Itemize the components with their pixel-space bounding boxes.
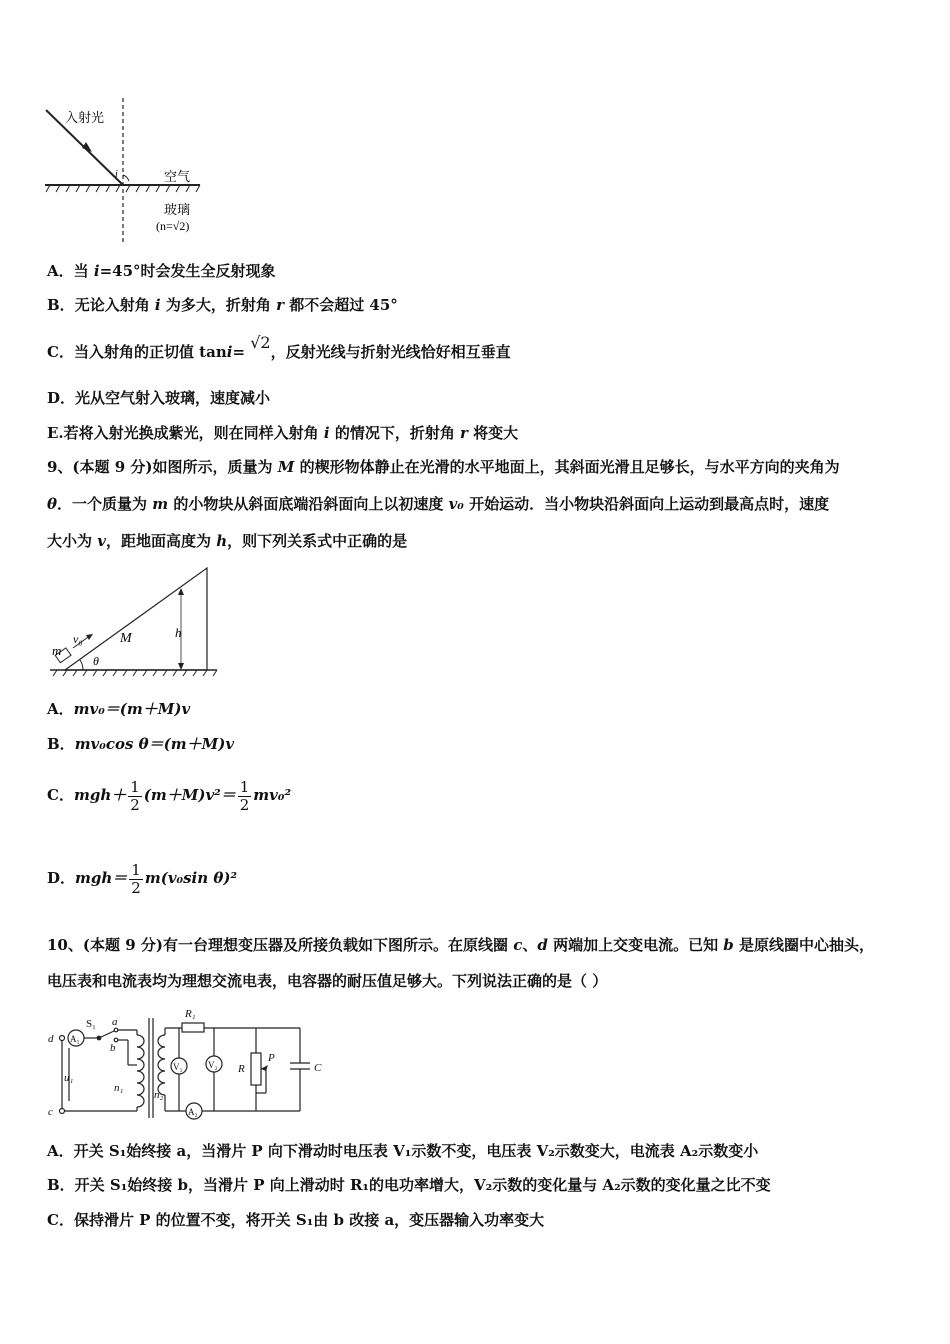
svg-text:S₁: S₁	[86, 1018, 96, 1030]
svg-text:V₁: V₁	[173, 1062, 183, 1072]
glass-label: 玻璃	[164, 202, 191, 217]
q10-option-a: A．开关 S₁始终接 a，当滑片 P 向下滑动时电压表 V₁示数不变，电压表 V₂示数变大，电流表 A₂示数变小	[47, 1142, 759, 1160]
svg-text:C: C	[314, 1062, 322, 1074]
q8-option-b: B．无论入射角 i 为多大，折射角 r 都不会超过 45°	[47, 296, 398, 314]
sqrt-2: √2	[250, 333, 271, 352]
transformer-circuit-figure	[42, 1003, 342, 1123]
svg-text:P: P	[268, 1052, 275, 1064]
q10-option-c: C．保持滑片 P 的位置不变，将开关 S₁由 b 改接 a，变压器输入功率变大	[47, 1211, 545, 1229]
fraction-half: $\frac{1}{2}$	[130, 777, 140, 814]
q9-stem-line-2: θ．一个质量为 m 的小物块从斜面底端沿斜面向上以初速度 v₀ 开始运动．当小物块沿斜面向上运动到最高点时，速度	[47, 495, 830, 513]
q10-option-b: B．开关 S₁始终接 b，当滑片 P 向上滑动时 R₁的电功率增大，V₂示数的变化量与 A₂示数的变化量之比不变	[47, 1176, 771, 1194]
svg-text:n₁: n₁	[114, 1082, 124, 1094]
svg-text:v₀: v₀	[73, 632, 83, 646]
q8-option-d: D．光从空气射入玻璃，速度减小	[47, 389, 271, 407]
svg-text:R: R	[238, 1063, 245, 1075]
refractive-index-label: (n=√2)	[156, 219, 190, 233]
svg-text:d: d	[48, 1033, 54, 1045]
svg-text:u₁: u₁	[64, 1072, 74, 1084]
q10-stem-line-2: 电压表和电流表均为理想交流电表，电容器的耐压值足够大。下列说法正确的是（ ）	[47, 972, 608, 990]
q8-option-a: A．当 i=45°时会发生全反射现象	[47, 262, 276, 280]
q9-option-a: A．mv₀＝(m＋M)v	[47, 700, 191, 718]
svg-text:θ: θ	[93, 654, 99, 668]
q9-option-b: B．mv₀cos θ＝(m＋M)v	[47, 735, 235, 753]
q9-option-c: C．mgh＋ $\frac{1}{2}$ (m＋M)v²＝ $\frac{1}{2}$ mv₀²	[47, 777, 292, 814]
wedge-figure	[45, 560, 225, 685]
svg-text:h: h	[175, 625, 182, 640]
q9-option-d: D．mgh＝ $\frac{1}{2}$ m(v₀sin θ)²	[47, 860, 238, 897]
q9-stem-line-1: 9、(本题 9 分)如图所示，质量为 M 的楔形物体静止在光滑的水平地面上，其斜面光滑且足够长，与水平方向的夹角为	[47, 458, 840, 476]
angle-i-label: i	[115, 169, 118, 180]
q9-stem-line-3: 大小为 v，距地面高度为 h，则下列关系式中正确的是	[47, 532, 408, 550]
q8-option-c: C．当入射角的正切值 tani= √2，反射光线与折射光线恰好相互垂直	[47, 333, 511, 361]
incident-light-label: 入射光	[65, 110, 105, 125]
svg-text:V₂: V₂	[208, 1060, 218, 1070]
air-label: 空气	[164, 169, 191, 184]
fraction-half: $\frac{1}{2}$	[239, 777, 250, 814]
svg-text:A₂: A₂	[188, 1107, 198, 1117]
svg-text:A₁: A₁	[70, 1034, 80, 1044]
svg-text:a: a	[112, 1016, 118, 1028]
fraction-half: $\frac{1}{2}$	[131, 860, 141, 897]
q10-stem-line-1: 10、(本题 9 分)有一台理想变压器及所接负载如下图所示。在原线圈 c、d 两端加上交变电流。已知 b 是原线圈中心抽头，	[47, 936, 875, 954]
svg-text:b: b	[110, 1042, 116, 1054]
svg-text:c: c	[48, 1106, 53, 1118]
svg-text:m: m	[52, 643, 62, 658]
svg-text:M: M	[120, 631, 132, 646]
svg-text:R₁: R₁	[185, 1008, 196, 1020]
q8-option-e: E.若将入射光换成紫光，则在同样入射角 i 的情况下，折射角 r 将变大	[47, 424, 519, 442]
refraction-figure	[40, 95, 220, 245]
wedge-body	[65, 568, 207, 670]
svg-text:n₂: n₂	[154, 1089, 164, 1101]
